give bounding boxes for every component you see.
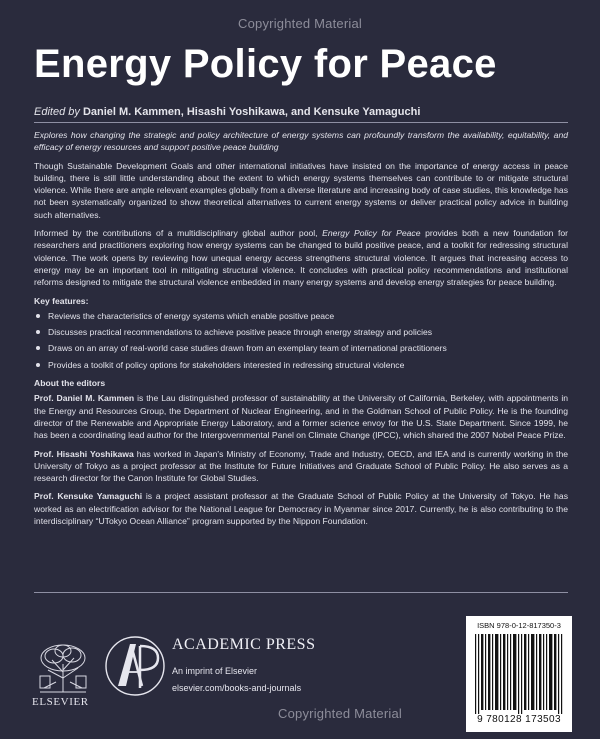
elsevier-wordmark: ELSEVIER <box>32 696 89 708</box>
editor-bio-text: is a project assistant professor at the Graduate School of Public Policy at the University of Tokyo. He has worked as an electrification advisor for the National League for Democracy in Myanmar since 2017. Currently, he is also contributing to the interdisciplinary “UTokyo Ocean Alliance” program supported by the Nippon Foundation. <box>34 491 569 527</box>
divider-top <box>34 122 568 123</box>
key-features-list <box>34 310 568 371</box>
list-item: Discusses practical recommendations to achieve positive peace through energy strategy and policies <box>34 326 568 338</box>
list-item: Draws on an array of real-world case studies drawn from an exemplary team of international practitioners <box>34 342 568 354</box>
editor-bio-text: has worked in Japan's Ministry of Economy, Trade and Industry, OECD, and IEA and is currently working in the University of Tokyo as a project professor at the Institute for Future Initiatives and Graduate School of Public Policy. He also serves as a research director for the Canon Institute for Global Studies. <box>34 448 568 484</box>
isbn-label: ISBN 978-0-12-817350-3 <box>477 621 561 630</box>
paragraph-overview <box>34 227 568 288</box>
paragraph-overview-title: Energy Policy for Peace <box>322 228 421 239</box>
editors-line <box>34 106 420 118</box>
publisher-url: elsevier.com/books-and-journals <box>172 683 302 693</box>
barcode-icon <box>471 634 567 714</box>
editor-bio-name: Prof. Hisashi Yoshikawa <box>34 448 134 459</box>
paragraph-overview-part1: Informed by the contributions of a multidisciplinary global author pool, <box>34 228 323 239</box>
editor-bio-name: Prof. Kensuke Yamaguchi <box>34 491 143 502</box>
book-subtitle: Explores how changing the strategic and policy architecture of energy systems can profoundly transform the availability, equitability, and efficacy of energy resources and support positive peace building <box>34 130 568 153</box>
editor-bio-name: Prof. Daniel M. Kammen <box>34 393 135 404</box>
editor-bio <box>34 392 568 441</box>
divider-bottom <box>34 592 568 593</box>
about-editors-heading: About the editors <box>34 378 106 389</box>
academic-press-name: ACADEMIC PRESS <box>172 636 316 653</box>
editor-bio <box>34 448 568 485</box>
editor-bio-text: is the Lau distinguished professor of sustainability at the University of California, Berkeley, with appointments in the Energy and Resources Group, the Department of Nuclear Engineering, and in the Goldman School of Public Policy. He is the founding director of the Renewable and Appropriate Energy Laboratory, and a former science envoy for the U.S. State Department. Since 1999, he has been a coordinating lead author for the Intergovernmental Panel on Climate Change (IPCC), which shared the 2007 Nobel Peace Prize. <box>34 393 569 441</box>
watermark-top: Copyrighted Material <box>238 16 362 31</box>
imprint-text: An imprint of Elsevier <box>172 666 258 676</box>
barcode-digits: 9 780128 173503 <box>477 714 561 725</box>
elsevier-tree-logo <box>34 642 92 694</box>
paragraph-overview-part2: provides both a new foundation for researchers and practitioners exploring how energy systems can be changed to build positive peace, and a toolkit for redressing structural violence. The work opens by reviewing how unequal energy access strengthens structural violence. It argues that increasing access to energy may be an important tool in mitigating structural violence. It concludes with practical policy recommendations and institutional reforms designed to mitigate the structural violence embedded in many energy systems and develop energy strategies for peace building. <box>34 228 568 288</box>
academic-press-logo <box>104 628 166 704</box>
paragraph-intro: Though Sustainable Development Goals and other international initiatives have insisted on the importance of energy access in peace building, there is still little understanding about the extent to which energy systems themselves can contribute to or mitigate structural violence. While there are ample relevant examples globally from a diverse literature and increasing body of case studies, this knowledge has not been systematically organized to show theoretical alternatives to current energy systems or deliver practical policy advice in building such alternatives. <box>34 160 568 220</box>
editor-bio <box>34 490 568 527</box>
watermark-bottom: Copyrighted Material <box>278 706 402 721</box>
editor-names: Daniel M. Kammen, Hisashi Yoshikawa, and Kensuke Yamaguchi <box>82 106 421 118</box>
book-title: Energy Policy for Peace <box>34 42 497 86</box>
list-item: Reviews the characteristics of energy systems which enable positive peace <box>34 310 568 322</box>
key-features-heading: Key features: <box>34 295 89 306</box>
list-item: Provides a toolkit of policy options for stakeholders interested in redressing structural violence <box>34 359 568 371</box>
edited-by-label: Edited by <box>34 106 80 118</box>
back-cover-text <box>34 129 568 533</box>
